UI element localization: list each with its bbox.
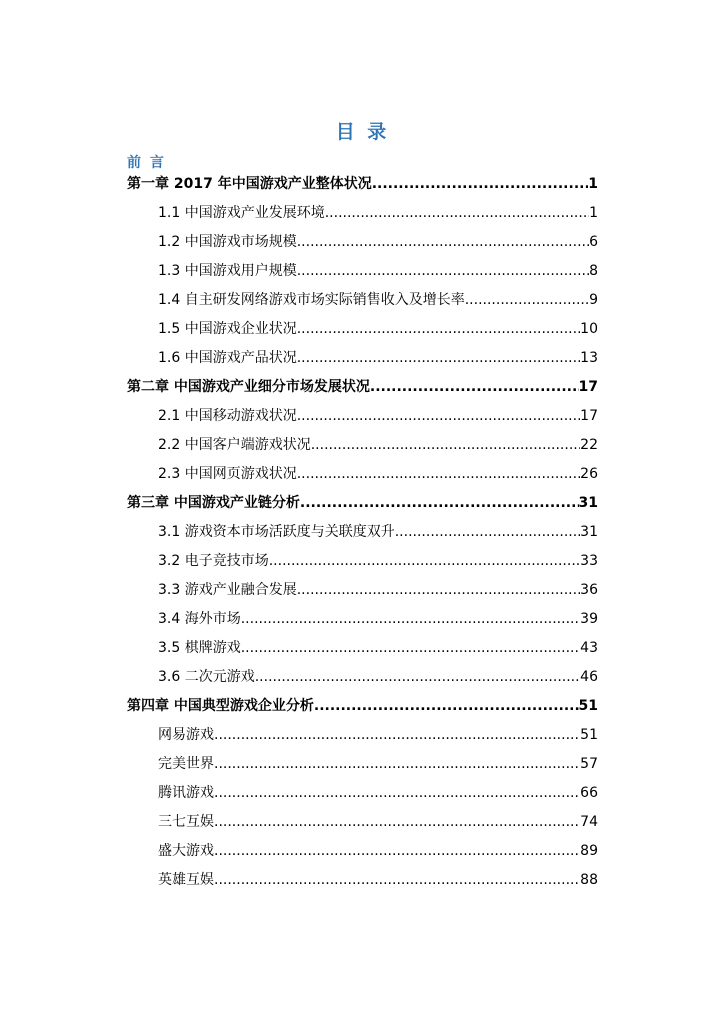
toc-entry-label: 盛大游戏 [158, 843, 214, 859]
toc-entry-label: 3.2 电子竞技市场 [158, 553, 269, 569]
toc-page-number: 43 [580, 640, 598, 656]
toc-chapter-entry[interactable] [0, 489, 598, 518]
toc-section-entry[interactable] [0, 721, 598, 750]
toc-entry-label: 英雄互娱 [158, 872, 214, 888]
toc-entry-label: 3.6 二次元游戏 [158, 669, 255, 685]
toc-page-number: 26 [580, 466, 598, 482]
toc-page-number: 10 [580, 321, 598, 337]
toc-entry-label: 1.4 自主研发网络游戏市场实际销售收入及增长率 [158, 292, 465, 308]
toc-entry-label: 第二章 中国游戏产业细分市场发展状况 [127, 379, 370, 395]
toc-entry-label: 2.3 中国网页游戏状况 [158, 466, 297, 482]
toc-entry-label: 1.6 中国游戏产品状况 [158, 350, 297, 366]
toc-entry-label: 3.5 棋牌游戏 [158, 640, 241, 656]
dot-leader [214, 866, 580, 895]
dot-leader [214, 721, 580, 750]
toc-section-entry[interactable] [0, 808, 598, 837]
dot-leader [395, 518, 580, 547]
toc-page-number: 22 [580, 437, 598, 453]
dot-leader [214, 750, 580, 779]
toc-section-entry[interactable] [0, 605, 598, 634]
dot-leader [241, 605, 580, 634]
toc-chapter-entry[interactable] [0, 373, 598, 402]
dot-leader [314, 692, 579, 721]
toc-page-number: 6 [589, 234, 598, 250]
dot-leader [325, 199, 589, 228]
dot-leader [214, 808, 580, 837]
dot-leader [465, 286, 589, 315]
dot-leader [297, 402, 580, 431]
toc-entry-label: 2.1 中国移动游戏状况 [158, 408, 297, 424]
toc-page-number: 13 [580, 350, 598, 366]
toc-page-number: 39 [580, 611, 598, 627]
dot-leader [297, 344, 580, 373]
toc-section-entry[interactable] [0, 257, 598, 286]
toc-section-entry[interactable] [0, 460, 598, 489]
dot-leader [297, 257, 589, 286]
toc-entry-label: 2.2 中国客户端游戏状况 [158, 437, 311, 453]
toc-page-number: 74 [580, 814, 598, 830]
toc-section-entry[interactable] [0, 779, 598, 808]
toc-entry-label: 腾讯游戏 [158, 785, 214, 801]
toc-section-entry[interactable] [0, 431, 598, 460]
toc-chapter-entry[interactable] [0, 170, 598, 199]
toc-entry-label: 3.1 游戏资本市场活跃度与关联度双升 [158, 524, 395, 540]
dot-leader [214, 779, 580, 808]
toc-page-number: 36 [580, 582, 598, 598]
toc-list [0, 170, 725, 895]
toc-page-number: 9 [589, 292, 598, 308]
toc-section-entry[interactable] [0, 576, 598, 605]
toc-page-number: 66 [580, 785, 598, 801]
dot-leader [311, 431, 580, 460]
toc-section-entry[interactable] [0, 837, 598, 866]
toc-entry-label: 第一章 2017 年中国游戏产业整体状况 [127, 176, 372, 192]
toc-entry-label: 三七互娱 [158, 814, 214, 830]
dot-leader [372, 170, 589, 199]
toc-page-number: 51 [578, 698, 598, 714]
toc-page-number: 17 [578, 379, 598, 395]
toc-section-entry[interactable] [0, 750, 598, 779]
toc-page-number: 33 [580, 553, 598, 569]
dot-leader [255, 663, 580, 692]
preface-heading: 前 言 [127, 155, 166, 171]
dot-leader [241, 634, 580, 663]
toc-page-number: 8 [589, 263, 598, 279]
toc-entry-label: 1.1 中国游戏产业发展环境 [158, 205, 325, 221]
toc-section-entry[interactable] [0, 199, 598, 228]
toc-entry-label: 完美世界 [158, 756, 214, 772]
toc-chapter-entry[interactable] [0, 692, 598, 721]
toc-entry-label: 3.3 游戏产业融合发展 [158, 582, 297, 598]
toc-section-entry[interactable] [0, 634, 598, 663]
toc-section-entry[interactable] [0, 547, 598, 576]
toc-section-entry[interactable] [0, 402, 598, 431]
toc-page-number: 17 [580, 408, 598, 424]
toc-section-entry[interactable] [0, 286, 598, 315]
toc-page-number: 46 [580, 669, 598, 685]
toc-entry-label: 3.4 海外市场 [158, 611, 241, 627]
toc-entry-label: 1.3 中国游戏用户规模 [158, 263, 297, 279]
toc-page-number: 51 [580, 727, 598, 743]
toc-entry-label: 第三章 中国游戏产业链分析 [127, 495, 300, 511]
dot-leader [297, 460, 580, 489]
toc-section-entry[interactable] [0, 315, 598, 344]
dot-leader [297, 315, 580, 344]
toc-page-number: 31 [580, 524, 598, 540]
toc-section-entry[interactable] [0, 228, 598, 257]
dot-leader [269, 547, 580, 576]
toc-page-number: 1 [589, 205, 598, 221]
toc-title: 目 录 [335, 121, 390, 143]
toc-page-number: 1 [588, 176, 598, 192]
toc-page-number: 31 [578, 495, 598, 511]
toc-entry-label: 网易游戏 [158, 727, 214, 743]
toc-page-number: 57 [580, 756, 598, 772]
toc-page-number: 88 [580, 872, 598, 888]
toc-section-entry[interactable] [0, 663, 598, 692]
toc-entry-label: 第四章 中国典型游戏企业分析 [127, 698, 314, 714]
dot-leader [214, 837, 580, 866]
dot-leader [370, 373, 579, 402]
toc-entry-label: 1.5 中国游戏企业状况 [158, 321, 297, 337]
dot-leader [300, 489, 579, 518]
toc-section-entry[interactable] [0, 344, 598, 373]
toc-page-number: 89 [580, 843, 598, 859]
dot-leader [297, 576, 580, 605]
toc-entry-label: 1.2 中国游戏市场规模 [158, 234, 297, 250]
toc-section-entry[interactable] [0, 518, 598, 547]
toc-section-entry[interactable] [0, 866, 598, 895]
dot-leader [297, 228, 589, 257]
